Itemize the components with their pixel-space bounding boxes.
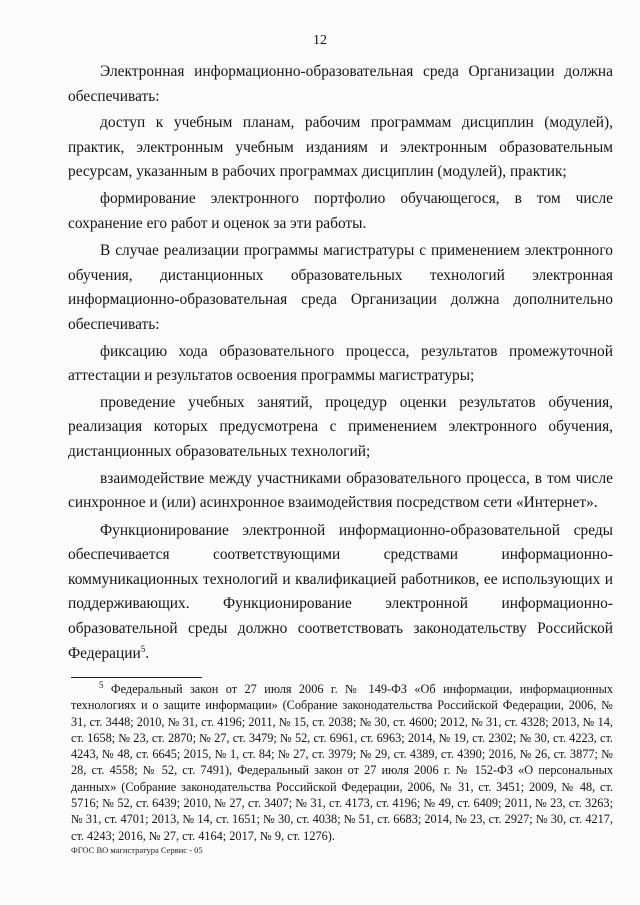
body-text	[68, 60, 613, 668]
paragraph-5: фиксацию хода образовательного процесса, результатов промежуточной аттестации и результатов освоения программы магистратуры;	[68, 342, 613, 385]
footnote-marker: 5	[99, 679, 104, 690]
page-number: 12	[313, 33, 327, 48]
footnote-text: Федеральный закон от 27 июля 2006 г. № 149-ФЗ «Об информации, информационных технологиях и о защите информации» (Собрание законодательства Российской Федерации, 2006, № 31, ст. 3448; 2010, № 31, ст. 4196; 2011, № 15, ст. 2038; № 30, ст. 4600; 2012, № 31, ст. 4328; 2013, № 14, ст. 1658; № 23, ст. 2870; № 27, ст. 3479; № 52, ст. 6961, ст. 6963; 2014, № 19, ст. 2302; № 30, ст. 4223, ст. 4243, № 48, ст. 6645; 2015, № 1, ст. 84; № 27, ст. 3979; № 29, ст. 4389, ст. 4390; 2016, № 26, ст. 3877; № 28, ст. 4558; № 52, ст. 7491), Федеральный закон от 27 июля 2006 г. № 152-ФЗ «О персональных данных» (Собрание законодательства Российской Федерации, 2006, № 31, ст. 3451; 2009, № 48, ст. 5716; № 52, ст. 6439; 2010, № 27, ст. 3407; № 31, ст. 4173, ст. 4196; № 49, ст. 6409; 2011, № 23, ст. 3263; № 31, ст. 4701; 2013, № 14, ст. 1651; № 30, ст. 4038; № 51, ст. 6683; 2014, № 23, ст. 2927; № 30, ст. 4217, ст. 4243; 2016, № 27, ст. 4164; 2017, № 9, ст. 1276).	[71, 682, 613, 843]
paragraph-8-end: .	[145, 644, 150, 662]
footnote	[71, 681, 613, 844]
paragraph-3: формирование электронного портфолио обучающегося, в том числе сохранение его работ и оценок за эти работы.	[68, 189, 613, 232]
paragraph-8-text: Функционирование электронной информационно-образовательной среды обеспечивается соответствующими средствами информационно-коммуникационных технологий и квалификацией работников, ее использующих и поддерживающих. Функционирование электронной информационно-образовательной среды должно соответствовать законодательству Российской Федерации	[68, 521, 613, 662]
paragraph-1: Электронная информационно-образовательная среда Организации должна обеспечивать:	[68, 63, 613, 105]
footnote-reference[interactable]: 5	[140, 643, 146, 654]
paragraph-7: взаимодействие между участниками образовательного процесса, в том числе синхронное и (или) асинхронное взаимодействия посредством сети «Интернет».	[68, 469, 613, 512]
paragraph-8	[68, 519, 613, 667]
paragraph-2: доступ к учебным планам, рабочим программам дисциплин (модулей), практик, электронным учебным изданиям и электронным образовательным ресурсам, указанным в рабочих программах дисциплин (модулей), практик;	[68, 114, 613, 181]
footer-label: ФГОС ВО магистратура Сервис - 05	[71, 845, 203, 855]
paragraph-6: проведение учебных занятий, процедур оценки результатов обучения, реализация которых предусмотрена с применением электронного обучения, дистанционных образовательных технологий;	[68, 393, 613, 460]
paragraph-4: В случае реализации программы магистратуры с применением электронного обучения, дистанционных образовательных технологий электронная информационно-образовательная среда Организации должна дополнительно обеспечивать:	[68, 242, 613, 333]
footnote-divider	[71, 677, 202, 678]
